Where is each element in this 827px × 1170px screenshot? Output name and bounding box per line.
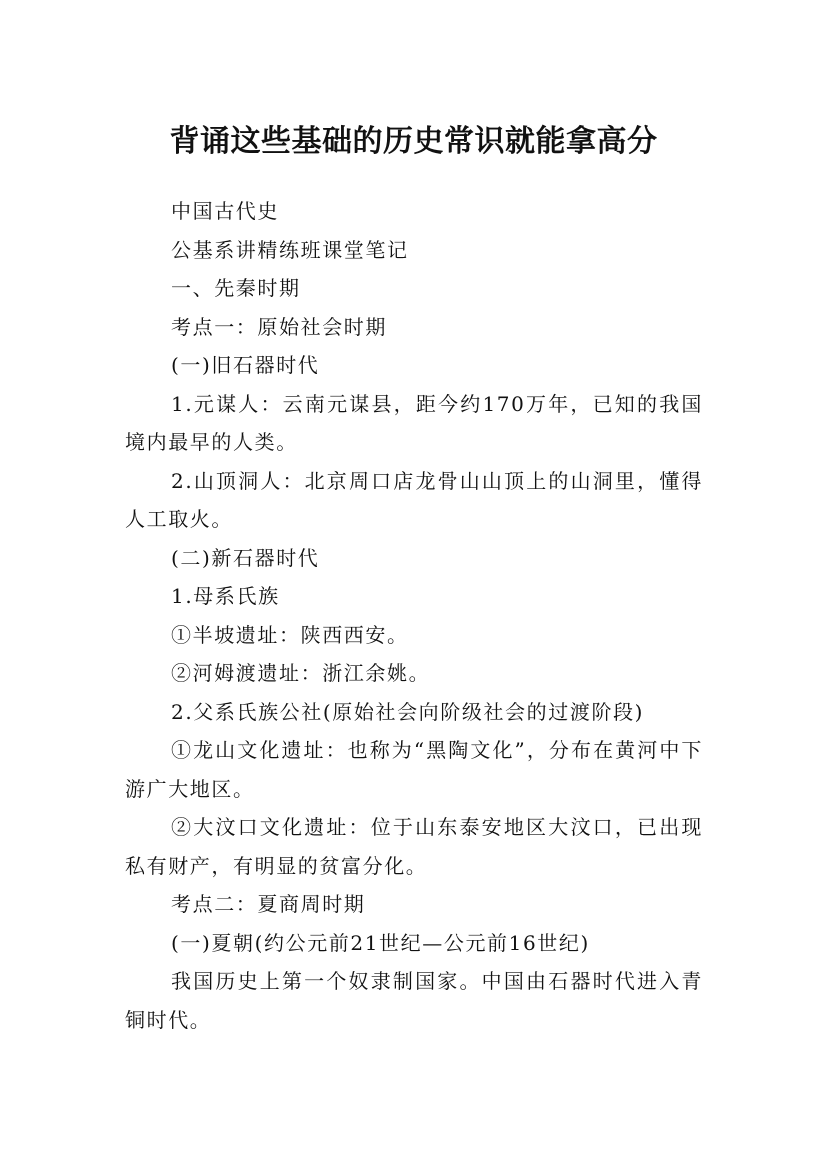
paragraph: (一)旧石器时代 <box>171 353 320 377</box>
paragraph: 考点一：原始社会时期 <box>171 314 387 339</box>
paragraph: ②大汶口文化遗址：位于山东泰安地区大汶口，已出现私有财产，有明显的贫富分化。 <box>125 815 703 878</box>
paragraph: 2.父系氏族公社(原始社会向阶级社会的过渡阶段) <box>171 699 645 724</box>
paragraph: (二)新石器时代 <box>171 545 320 570</box>
paragraph: (一)夏朝(约公元前21世纪—公元前16世纪) <box>171 930 590 955</box>
document-body <box>125 192 703 1039</box>
paragraph: 我国历史上第一个奴隶制国家。中国由石器时代进入青铜时代。 <box>125 969 703 1032</box>
paragraph: 2.山顶洞人：北京周口店龙骨山山顶上的山洞里，懂得人工取火。 <box>125 468 703 531</box>
paragraph: 1.元谋人：云南元谋县，距今约170万年，已知的我国境内最早的人类。 <box>125 391 703 454</box>
paragraph: 1.母系氏族 <box>171 584 280 608</box>
document-title: 背诵这些基础的历史常识就能拿高分 <box>169 124 658 160</box>
paragraph: 考点二：夏商周时期 <box>171 892 366 916</box>
paragraph: 公基系讲精练班课堂笔记 <box>171 237 409 262</box>
paragraph: ②河姆渡遗址：浙江余姚。 <box>171 661 431 685</box>
paragraph: ①龙山文化遗址：也称为“黑陶文化”，分布在黄河中下游广大地区。 <box>125 738 703 801</box>
paragraph: ①半坡遗址：陕西西安。 <box>171 622 409 647</box>
paragraph: 一、先秦时期 <box>171 276 301 300</box>
paragraph: 中国古代史 <box>171 199 279 223</box>
